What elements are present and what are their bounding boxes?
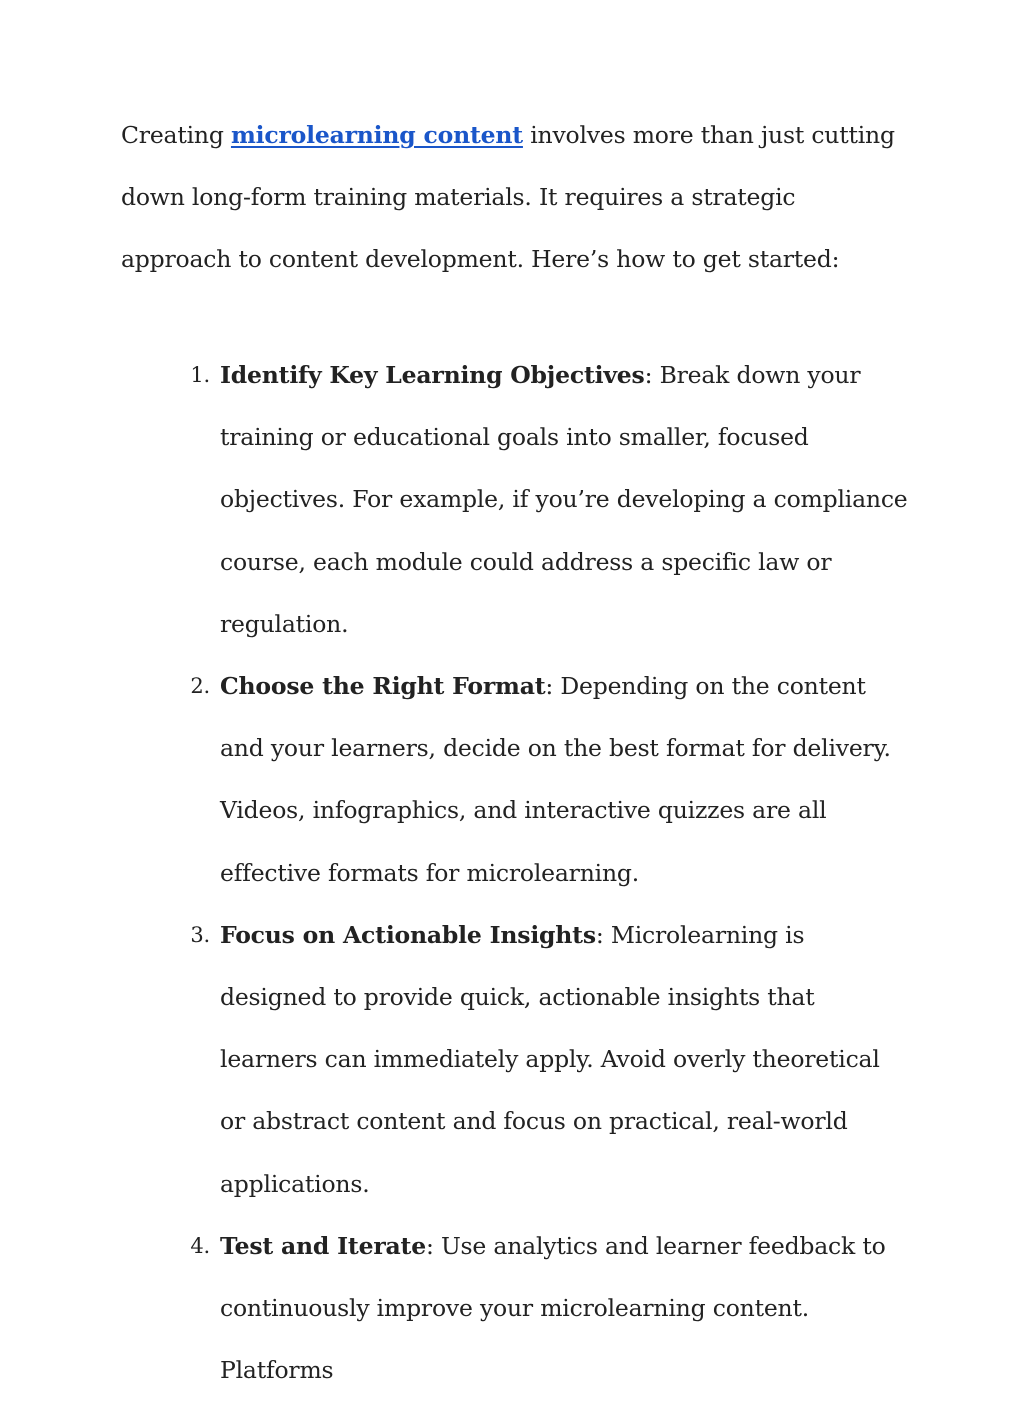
steps-list — [0, 344, 1024, 1401]
list-item-number: 3. — [190, 922, 210, 947]
list-item — [0, 904, 910, 1215]
microlearning-content-link[interactable]: microlearning content — [230, 121, 523, 149]
intro-paragraph — [121, 104, 911, 290]
list-item-title: Test and Iterate — [220, 1231, 426, 1260]
list-item-body: : Break down your training or educational goals into smaller, focused objectives. For example, if you’re developing a compliance course, each module could address a specific law or regulation. — [220, 361, 908, 638]
intro-text-after-link: involves more than just cutting down long-form training materials. It requires a strategic approach to content development. Here’s how to get started: — [121, 121, 895, 273]
list-item-number: 1. — [190, 363, 210, 387]
list-item-number: 4. — [190, 1233, 210, 1258]
list-item-body: : Use analytics and learner feedback to continuously improve your microlearning content. Platforms — [220, 1231, 886, 1385]
list-item-body: : Microlearning is designed to provide quick, actionable insights that learners can immediately apply. Avoid overly theoretical or abstract content and focus on practical, real-world applications. — [220, 920, 880, 1198]
intro-text-before-link: Creating — [121, 121, 231, 149]
list-item-number: 2. — [190, 674, 210, 699]
list-item-title: Focus on Actionable Insights — [220, 920, 596, 949]
list-item-body: : Depending on the content and your learners, decide on the best format for delivery. Videos, infographics, and interactive quizzes are all effective formats for microlearning. — [220, 672, 891, 887]
list-item-title: Choose the Right Format — [220, 672, 546, 701]
list-item-title: Identify Key Learning Objectives — [220, 361, 645, 389]
list-item — [0, 655, 910, 904]
list-item — [0, 1215, 910, 1401]
list-item — [0, 344, 910, 655]
